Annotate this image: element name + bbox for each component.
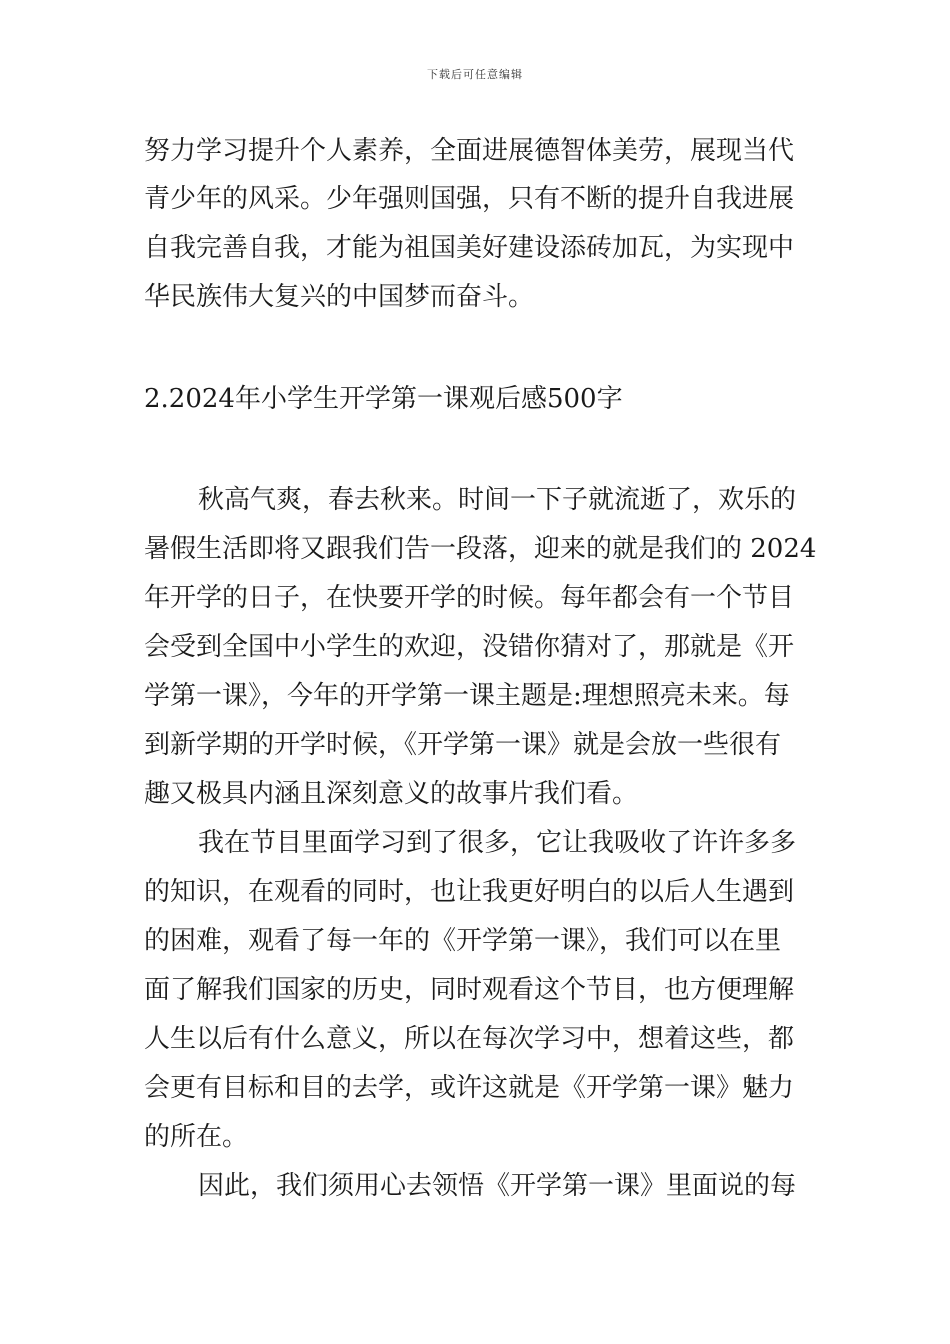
text-line: 会受到全国中小学生的欢迎，没错你猜对了，那就是《开 <box>144 632 795 662</box>
text-line: 华民族伟大复兴的中国梦而奋斗。 <box>144 282 535 312</box>
section-heading: 2.2024年小学生开学第一课观后感500字 <box>144 384 623 414</box>
text-line: 年开学的日子，在快要开学的时候。每年都会有一个节目 <box>144 583 795 613</box>
text-line: 到新学期的开学时候，《开学第一课》就是会放一些很有 <box>144 730 782 760</box>
header-note: 下载后可任意编辑 <box>427 68 523 81</box>
text-line: 暑假生活即将又跟我们告一段落，迎来的就是我们的 2024 <box>144 534 817 564</box>
text-line: 因此，我们须用心去领悟《开学第一课》里面说的每 <box>198 1171 797 1201</box>
text-line: 面了解我们国家的历史，同时观看这个节目，也方便理解 <box>144 975 795 1005</box>
text-line: 学第一课》，今年的开学第一课主题是:理想照亮未来。每 <box>144 681 790 711</box>
text-line: 努力学习提升个人素养，全面进展德智体美劳，展现当代 <box>144 136 795 166</box>
text-line: 我在节目里面学习到了很多，它让我吸收了许许多多 <box>198 828 797 858</box>
text-line: 人生以后有什么意义，所以在每次学习中，想着这些，都 <box>144 1024 795 1054</box>
text-line: 会更有目标和目的去学，或许这就是《开学第一课》魅力 <box>144 1073 795 1103</box>
text-line: 秋高气爽，春去秋来。时间一下子就流逝了，欢乐的 <box>198 485 797 515</box>
text-line: 的所在。 <box>144 1122 249 1152</box>
text-line: 自我完善自我，才能为祖国美好建设添砖加瓦，为实现中 <box>144 233 795 263</box>
text-line: 的困难，观看了每一年的《开学第一课》，我们可以在里 <box>144 926 782 956</box>
text-line: 趣又极具内涵且深刻意义的故事片我们看。 <box>144 779 639 809</box>
text-line: 青少年的风采。少年强则国强，只有不断的提升自我进展 <box>144 184 795 214</box>
text-line: 的知识，在观看的同时，也让我更好明白的以后人生遇到 <box>144 877 795 907</box>
